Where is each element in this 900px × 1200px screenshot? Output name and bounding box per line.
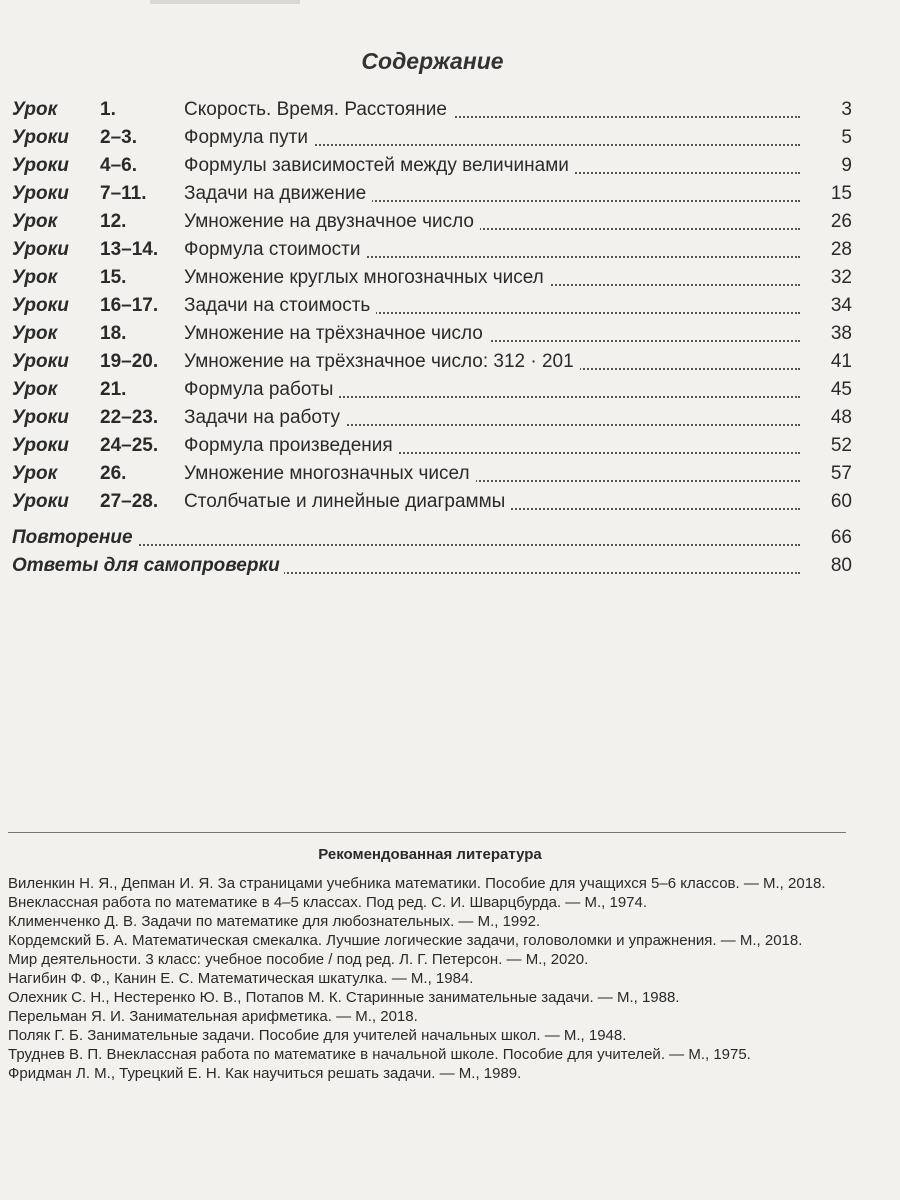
toc-extras [12,524,852,580]
toc-row-kind: Уроки [12,239,69,260]
toc-row-kind: Урок [12,379,58,400]
toc-row-page: 28 [830,239,852,260]
toc-row-title: Умножение на трёхзначное число [184,320,489,348]
toc-row [12,152,852,180]
toc-lessons [12,96,852,516]
toc-row-title: Формула произведения [184,432,399,460]
toc-row-page: 38 [830,323,852,344]
toc-row-page: 41 [830,351,852,372]
toc-extra-label: Ответы для самопроверки [12,552,284,580]
toc-row-number: 16–17. [100,295,159,316]
toc-row [12,96,852,124]
literature-item: Труднев В. П. Внеклассная работа по математике в начальной школе. Пособие для учителей. — М., 1975. [8,1046,751,1063]
toc-row-number: 15. [100,267,127,288]
table-of-contents [12,96,852,580]
toc-row-page: 57 [830,463,852,484]
toc-row-title: Умножение на трёхзначное число: 312 · 201 [184,348,580,376]
toc-row-number: 27–28. [100,491,159,512]
literature-item: Нагибин Ф. Ф., Канин Е. С. Математическая шкатулка. — М., 1984. [8,970,474,987]
toc-row-kind: Уроки [12,155,69,176]
literature-item: Перельман Я. И. Занимательная арифметика. — М., 2018. [8,1008,418,1025]
literature-item: Олехник С. Н., Нестеренко Ю. В., Потапов М. К. Старинные занимательные задачи. — М., 1988. [8,989,680,1006]
toc-title: Содержание [361,48,504,74]
toc-row-number: 24–25. [100,435,159,456]
literature-item: Виленкин Н. Я., Депман И. Я. За страницами учебника математики. Пособие для учащихся 5–6 классов. — М., 2018. [8,875,826,892]
toc-row-kind: Уроки [12,127,69,148]
toc-row-number: 26. [100,463,127,484]
toc-extra-row [12,524,852,552]
literature-item: Кордемский Б. А. Математическая смекалка. Лучшие логические задачи, головоломки и упражнения. — М., 2018. [8,932,803,949]
toc-row-page: 15 [830,183,852,204]
literature-item: Фридман Л. М., Турецкий Е. Н. Как научиться решать задачи. — М., 1989. [8,1065,522,1082]
toc-row-page: 32 [830,267,852,288]
literature-item: Внеклассная работа по математике в 4–5 классах. Под ред. С. И. Шварцбурда. — М., 1974. [8,894,648,911]
toc-row-kind: Урок [12,323,58,344]
toc-row-kind: Урок [12,267,58,288]
literature-item: Клименченко Д. В. Задачи по математике для любознательных. — М., 1992. [8,913,541,930]
toc-row [12,180,852,208]
toc-row-kind: Урок [12,99,58,120]
toc-row-title: Столбчатые и линейные диаграммы [184,488,511,516]
toc-row-number: 13–14. [100,239,159,260]
literature-item: Поляк Г. Б. Занимательные задачи. Пособие для учителей начальных школ. — М., 1948. [8,1027,627,1044]
toc-row-kind: Уроки [12,491,69,512]
toc-row-title: Умножение на двузначное число [184,208,480,236]
toc-row-number: 7–11. [100,183,147,204]
toc-row-kind: Уроки [12,407,69,428]
toc-row-page: 60 [830,491,852,512]
toc-row [12,460,852,488]
scan-smudge [150,0,300,4]
toc-row-title: Задачи на работу [184,404,346,432]
toc-extra-page: 80 [830,555,852,576]
literature-item: Мир деятельности. 3 класс: учебное пособие / под ред. Л. Г. Петерсон. — М., 2020. [8,951,589,968]
toc-row-number: 4–6. [100,155,137,176]
toc-row [12,292,852,320]
toc-row-number: 12. [100,211,127,232]
toc-row [12,348,852,376]
toc-gap [12,516,852,524]
toc-row-page: 52 [830,435,852,456]
toc-row-kind: Урок [12,211,58,232]
toc-row [12,404,852,432]
toc-row-kind: Уроки [12,295,69,316]
toc-row-title: Умножение круглых многозначных чисел [184,264,550,292]
toc-row-title: Формулы зависимостей между величинами [184,152,575,180]
toc-row-title: Формула стоимости [184,236,366,264]
toc-row-page: 9 [841,155,852,176]
toc-row-page: 26 [830,211,852,232]
toc-row-number: 19–20. [100,351,159,372]
toc-row-number: 2–3. [100,127,137,148]
toc-row-title: Формула работы [184,376,339,404]
toc-row-kind: Уроки [12,435,69,456]
toc-row-page: 5 [841,127,852,148]
toc-row-kind: Уроки [12,183,69,204]
toc-row-page: 3 [841,99,852,120]
toc-row [12,376,852,404]
toc-row [12,124,852,152]
toc-extra-page: 66 [830,527,852,548]
toc-row [12,264,852,292]
toc-row-title: Скорость. Время. Расстояние [184,96,453,124]
toc-row [12,236,852,264]
toc-row-number: 21. [100,379,127,400]
toc-row-title: Задачи на стоимость [184,292,376,320]
toc-row-title: Задачи на движение [184,180,372,208]
toc-extra-row [12,552,852,580]
toc-row-number: 22–23. [100,407,159,428]
literature-title: Рекомендованная литература [318,846,542,863]
toc-row-number: 1. [100,99,116,120]
toc-row [12,320,852,348]
toc-row [12,208,852,236]
toc-extra-label: Повторение [12,524,137,552]
toc-row-kind: Урок [12,463,58,484]
toc-row [12,488,852,516]
toc-row [12,432,852,460]
toc-row-page: 48 [830,407,852,428]
literature-list [8,874,848,1083]
toc-row-kind: Уроки [12,351,69,372]
toc-row-title: Умножение многозначных чисел [184,460,476,488]
toc-row-title: Формула пути [184,124,314,152]
toc-row-number: 18. [100,323,127,344]
toc-row-page: 45 [830,379,852,400]
section-divider [8,832,846,833]
toc-row-page: 34 [830,295,852,316]
